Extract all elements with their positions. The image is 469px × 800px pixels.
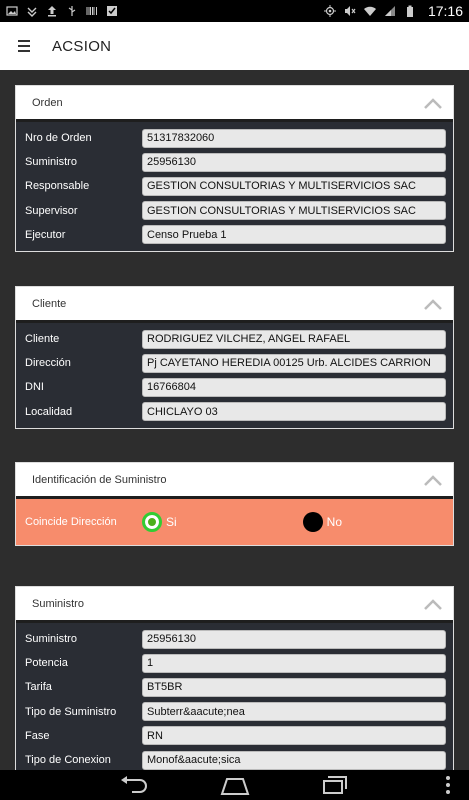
suministro-row	[16, 748, 453, 770]
suministro-row	[16, 724, 453, 748]
field-label: Tipo de Suministro	[25, 705, 117, 718]
suministro-card-title: Suministro	[32, 597, 84, 610]
field-label: Localidad	[25, 405, 73, 418]
hamburger-menu-icon[interactable]	[18, 40, 30, 52]
field-label: Nro de Orden	[25, 132, 92, 145]
back-icon[interactable]	[118, 774, 148, 796]
orden-card-body	[16, 122, 453, 251]
app-bar	[0, 22, 469, 70]
app-title: ACSION	[52, 37, 112, 55]
orden-row	[16, 174, 453, 198]
identificacion-card-title: Identificación de Suministro	[32, 473, 167, 486]
field-label: Suministro	[25, 156, 77, 169]
suministro-field[interactable]: 25956130	[142, 153, 446, 172]
tipo-conexion-field[interactable]: Monof&aacute;sica	[142, 751, 446, 770]
chevron-up-icon[interactable]	[423, 96, 443, 110]
system-icons	[324, 3, 463, 19]
radio-si[interactable]	[142, 512, 177, 532]
suministro-number-field[interactable]: 25956130	[142, 630, 446, 649]
radio-no-label: No	[326, 515, 343, 529]
suministro-row	[16, 700, 453, 724]
tarifa-field[interactable]: BT5BR	[142, 678, 446, 697]
cliente-field[interactable]: RODRIGUEZ VILCHEZ, ANGEL RAFAEL	[142, 330, 446, 349]
orden-card-title: Orden	[32, 96, 63, 109]
field-label: Dirección	[25, 357, 71, 370]
check-square-icon	[106, 5, 118, 17]
tipo-suministro-field[interactable]: Subterr&aacute;nea	[142, 702, 446, 721]
orden-row	[16, 126, 453, 150]
field-label: Responsable	[25, 180, 90, 193]
chevron-up-icon[interactable]	[423, 597, 443, 611]
image-icon	[6, 5, 18, 17]
suministro-card-body	[16, 623, 453, 770]
upload-icon	[46, 5, 58, 17]
cliente-row	[16, 351, 453, 375]
barcode-icon	[86, 5, 98, 17]
chevron-up-icon[interactable]	[423, 473, 443, 487]
field-label: Tarifa	[25, 681, 52, 694]
field-label: Potencia	[25, 657, 68, 670]
localidad-field[interactable]: CHICLAYO 03	[142, 402, 446, 421]
recents-icon[interactable]	[320, 774, 350, 796]
orden-card-header[interactable]	[16, 86, 453, 122]
radio-unselected-icon[interactable]	[303, 512, 323, 532]
wifi-icon	[364, 5, 376, 17]
orden-row	[16, 223, 453, 247]
home-icon[interactable]	[220, 774, 250, 796]
field-label: Suministro	[25, 633, 77, 646]
status-bar	[0, 0, 469, 22]
navigation-bar	[0, 770, 469, 800]
field-label: Tipo de Conexion	[25, 754, 111, 767]
supervisor-field[interactable]: GESTION CONSULTORIAS Y MULTISERVICIOS SAC	[142, 201, 446, 220]
cliente-row	[16, 375, 453, 399]
direccion-field[interactable]: Pj CAYETANO HEREDIA 00125 Urb. ALCIDES CARRION	[142, 354, 446, 373]
suministro-card-header[interactable]	[16, 587, 453, 623]
fase-field[interactable]: RN	[142, 726, 446, 745]
orden-card	[15, 85, 454, 252]
chevron-up-icon[interactable]	[423, 297, 443, 311]
responsable-field[interactable]: GESTION CONSULTORIAS Y MULTISERVICIOS SAC	[142, 177, 446, 196]
cliente-card	[15, 286, 454, 429]
coincide-direccion-row	[16, 499, 453, 545]
potencia-field[interactable]: 1	[142, 654, 446, 673]
suministro-row	[16, 651, 453, 675]
signal-icon	[384, 5, 396, 17]
nro-orden-field[interactable]: 51317832060	[142, 129, 446, 148]
field-label: Cliente	[25, 333, 60, 346]
gps-icon	[324, 5, 336, 17]
cliente-row	[16, 327, 453, 351]
suministro-row	[16, 675, 453, 699]
overflow-icon[interactable]	[440, 774, 456, 796]
field-label: DNI	[25, 381, 44, 394]
status-time: 17:16	[427, 3, 463, 19]
coincide-direccion-label: Coincide Dirección	[25, 516, 117, 528]
cliente-card-body	[16, 323, 453, 428]
orden-row	[16, 199, 453, 223]
field-label: Fase	[25, 729, 50, 742]
identificacion-card	[15, 462, 454, 546]
radio-selected-icon[interactable]	[142, 512, 162, 532]
identificacion-card-header[interactable]	[16, 463, 453, 499]
chevron-icon	[26, 5, 38, 17]
field-label: Ejecutor	[25, 228, 66, 241]
dni-field[interactable]: 16766804	[142, 378, 446, 397]
suministro-row	[16, 627, 453, 651]
cliente-card-title: Cliente	[32, 297, 67, 310]
radio-si-label: Si	[166, 515, 177, 529]
mute-icon	[344, 5, 356, 17]
ejecutor-field[interactable]: Censo Prueba 1	[142, 225, 446, 244]
main-content[interactable]	[0, 70, 469, 770]
usb-icon	[66, 5, 78, 17]
notification-icons	[6, 5, 118, 17]
cliente-row	[16, 400, 453, 424]
radio-no[interactable]	[303, 512, 342, 532]
orden-row	[16, 150, 453, 174]
battery-icon	[404, 5, 416, 17]
suministro-card	[15, 586, 454, 770]
cliente-card-header[interactable]	[16, 287, 453, 323]
field-label: Supervisor	[25, 204, 78, 217]
